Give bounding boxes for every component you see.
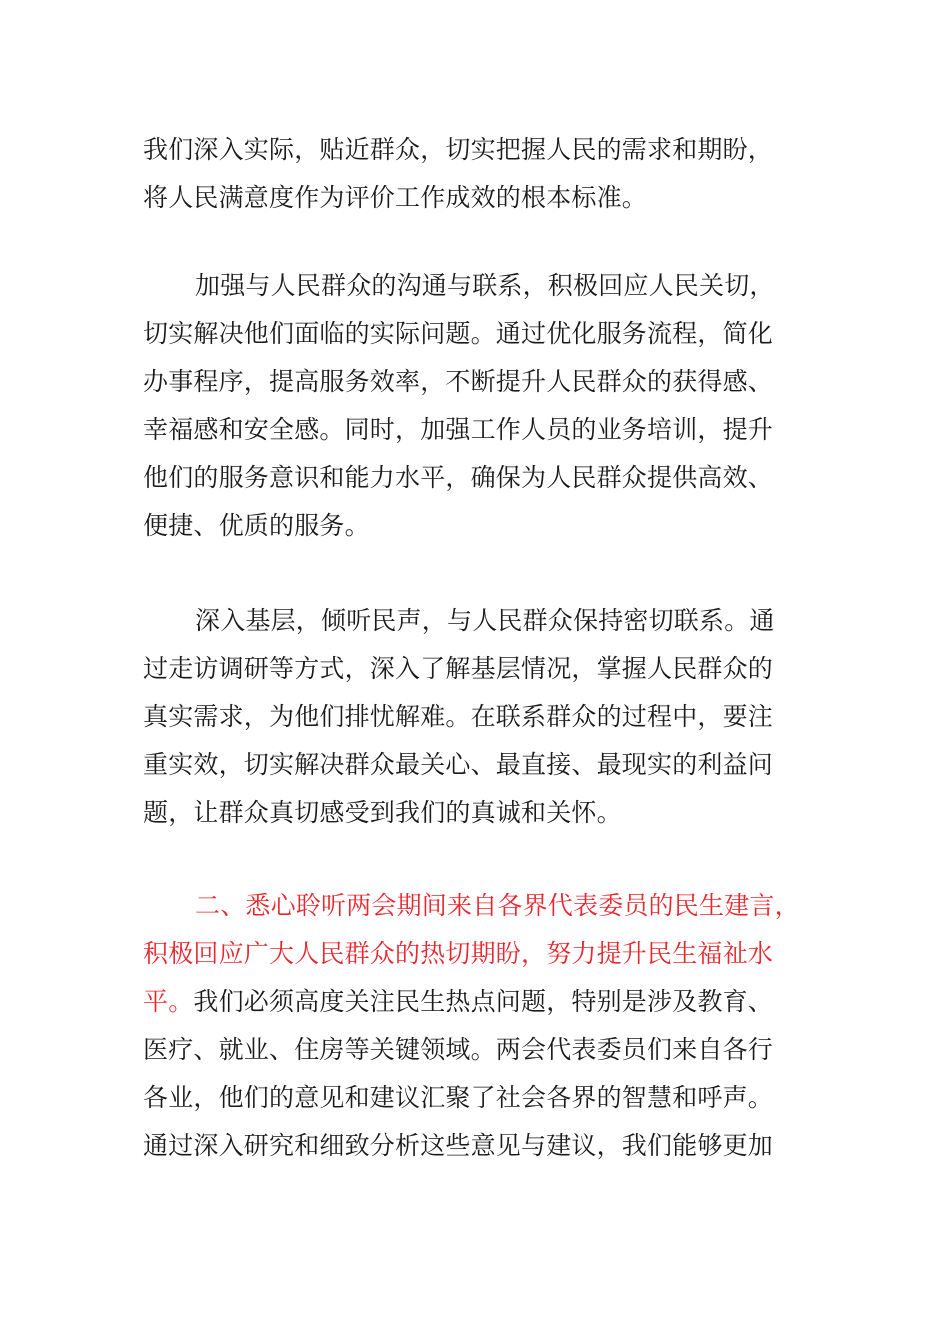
- text-line: 重实效，切实解决群众最关心、最直接、最现实的利益问: [143, 750, 774, 779]
- text-line: 各业，他们的意见和建议汇聚了社会各界的智慧和呼声。: [143, 1083, 774, 1112]
- text-line: 通过深入研究和细致分析这些意见与建议，我们能够更加: [143, 1131, 774, 1160]
- text-line: 深入基层，倾听民声，与人民群众保持密切联系。通: [195, 606, 775, 635]
- text-line: 加强与人民群众的沟通与联系，积极回应人民关切，: [195, 271, 775, 300]
- section-heading-line: 积极回应广大人民群众的热切期盼，努力提升民生福祉水: [143, 939, 774, 968]
- text-line: 办事程序，提高服务效率，不断提升人民群众的获得感、: [143, 367, 774, 396]
- text-line: 便捷、优质的服务。: [143, 511, 370, 540]
- text-line: 他们的服务意识和能力水平，确保为人民群众提供高效、: [143, 463, 774, 492]
- text-line: 真实需求，为他们排忧解难。在联系群众的过程中，要注: [143, 702, 774, 731]
- paragraph-intro: [143, 126, 803, 222]
- text-line: 我们深入实际，贴近群众，切实把握人民的需求和期盼，: [143, 135, 774, 164]
- text-line: 过走访调研等方式，深入了解基层情况，掌握人民群众的: [143, 654, 774, 683]
- text-line: 将人民满意度作为评价工作成效的根本标准。: [143, 183, 648, 212]
- text-segment: 我们必须高度关注民生热点问题，特别是涉及教育、: [193, 987, 774, 1016]
- text-line: 医疗、就业、住房等关键领域。两会代表委员们来自各行: [143, 1035, 774, 1064]
- text-line: 切实解决他们面临的实际问题。通过优化服务流程，简化: [143, 319, 774, 348]
- text-line: [143, 978, 803, 1026]
- paragraph-section-two: [143, 882, 803, 1170]
- paragraph-communication: [143, 262, 803, 550]
- paragraph-grassroots: [143, 597, 803, 837]
- section-heading-line: 二、悉心聆听两会期间来自各界代表委员的民生建言，: [195, 891, 800, 920]
- section-heading-end: 平。: [143, 987, 194, 1016]
- text-line: 幸福感和安全感。同时，加强工作人员的业务培训，提升: [143, 415, 774, 444]
- text-line: 题，让群众真切感受到我们的真诚和关怀。: [143, 798, 622, 827]
